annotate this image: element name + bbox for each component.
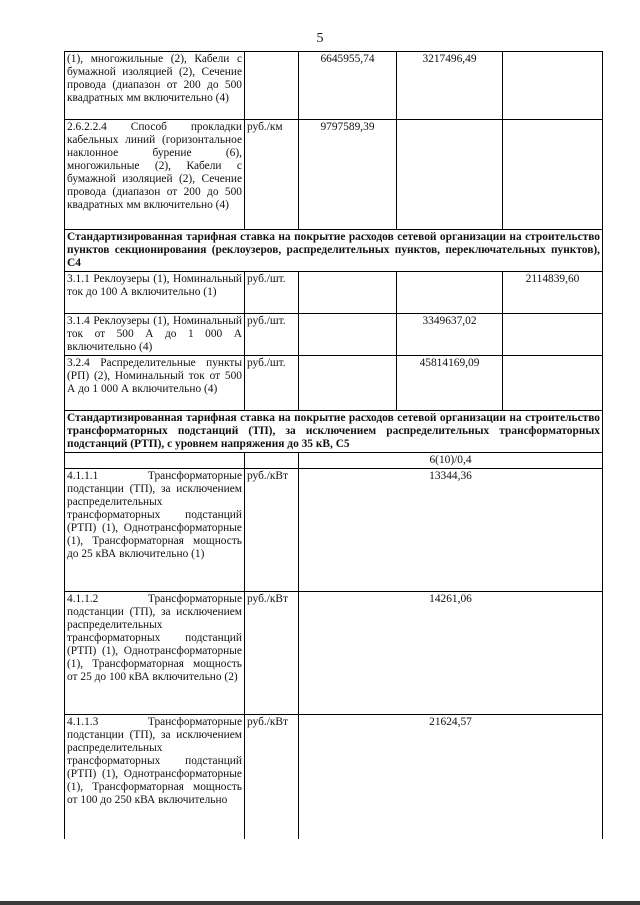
row-description: 3.1.4 Реклоузеры (1), Номинальный ток от 500 А до 1 000 А включительно (4) xyxy=(65,314,245,356)
section-header-row xyxy=(65,411,603,453)
row-value-col4: 3349637,02 xyxy=(397,314,503,356)
row-value-col4: 3217496,49 xyxy=(397,52,503,120)
row-value: 21624,57 xyxy=(299,715,603,839)
row-value-col3: 6645955,74 xyxy=(299,52,397,120)
row-value-col3 xyxy=(299,314,397,356)
row-value-col5 xyxy=(503,356,603,411)
table-row xyxy=(65,469,603,592)
table-row xyxy=(65,52,603,120)
table-row xyxy=(65,592,603,715)
row-description: 3.2.4 Распределительные пункты (РП) (2), Номинальный ток от 500 А до 1 000 А включительно (4) xyxy=(65,356,245,411)
row-description: 4.1.1.1 Трансформаторные подстанции (ТП), за исключением распределительных трансформаторных подстанций (РТП) (1), Однотрансформаторные (1), Трансформаторная мощность до 25 кВА включительно (1) xyxy=(65,469,245,592)
section-title-c4: Стандартизированная тарифная ставка на покрытие расходов сетевой организации на строительство пунктов секционирования (реклоузеров, распределительных пунктов, переключательных пунктов), С4 xyxy=(65,230,603,272)
row-value-col4: 45814169,09 xyxy=(397,356,503,411)
row-unit: руб./кВт xyxy=(245,469,299,592)
row-value: 14261,06 xyxy=(299,592,603,715)
row-description: (1), многожильные (2), Кабели с бумажной изоляцией (2), Сечение провода (диапазон от 200 до 500 квадратных мм включительно (4) xyxy=(65,52,245,120)
row-unit: руб./кВт xyxy=(245,592,299,715)
row-value-col3: 9797589,39 xyxy=(299,120,397,230)
tariff-table xyxy=(64,51,603,839)
row-value-col3 xyxy=(299,272,397,314)
row-unit: руб./км xyxy=(245,120,299,230)
row-value-col4 xyxy=(397,272,503,314)
row-description: 2.6.2.2.4 Способ прокладки кабельных линий (горизонтальное наклонное бурение (6), многожильные (2), Кабели с бумажной изоляцией (2), Сечение провода (диапазон от 200 до 500 квадратных мм включительно (4) xyxy=(65,120,245,230)
voltage-level-header: 6(10)/0,4 xyxy=(299,453,603,469)
row-value-col3 xyxy=(299,356,397,411)
row-description: 4.1.1.2 Трансформаторные подстанции (ТП), за исключением распределительных трансформаторных подстанций (РТП) (1), Однотрансформаторные (1), Трансформаторная мощность от 25 до 100 кВА включительно (2) xyxy=(65,592,245,715)
row-unit: руб./шт. xyxy=(245,272,299,314)
page-number: 5 xyxy=(316,31,324,46)
row-unit: руб./шт. xyxy=(245,356,299,411)
row-value: 13344,36 xyxy=(299,469,603,592)
row-unit xyxy=(245,52,299,120)
section-title-c5: Стандартизированная тарифная ставка на покрытие расходов сетевой организации на строительство трансформаторных подстанций (ТП), за исключением распределительных трансформаторных подстанций (РТП), с уровнем напряжения до 35 кВ, С5 xyxy=(65,411,603,453)
table-row xyxy=(65,715,603,839)
table-row xyxy=(65,356,603,411)
row-description: 3.1.1 Реклоузеры (1), Номинальный ток до 100 А включительно (1) xyxy=(65,272,245,314)
section-header-row xyxy=(65,230,603,272)
table-row xyxy=(65,314,603,356)
empty-cell xyxy=(245,453,299,469)
row-description: 4.1.1.3 Трансформаторные подстанции (ТП), за исключением распределительных трансформаторных подстанций (РТП) (1), Однотрансформаторные (1), Трансформаторная мощность от 100 до 250 кВА включительно xyxy=(65,715,245,839)
empty-cell xyxy=(65,453,245,469)
scan-bottom-edge xyxy=(0,901,640,905)
row-unit: руб./кВт xyxy=(245,715,299,839)
row-value-col4 xyxy=(397,120,503,230)
row-value-col5: 2114839,60 xyxy=(503,272,603,314)
table-row xyxy=(65,272,603,314)
row-value-col5 xyxy=(503,314,603,356)
row-value-col5 xyxy=(503,120,603,230)
table-row xyxy=(65,120,603,230)
row-unit: руб./шт. xyxy=(245,314,299,356)
row-value-col5 xyxy=(503,52,603,120)
voltage-header-row xyxy=(65,453,603,469)
